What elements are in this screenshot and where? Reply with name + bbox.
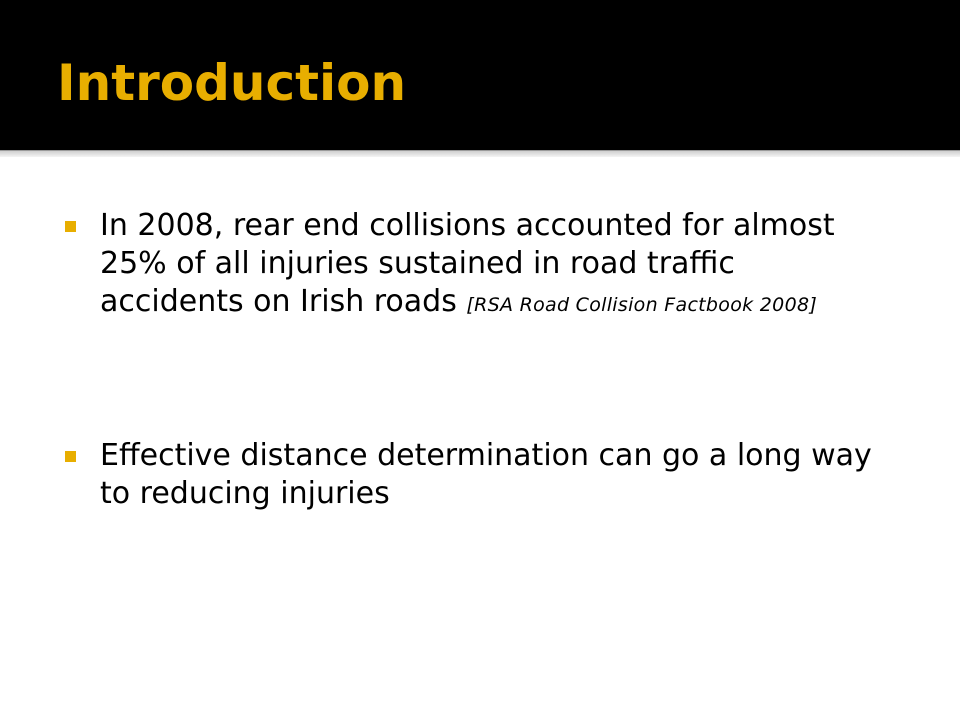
bullet-item: [62, 437, 882, 513]
square-bullet-icon: [65, 221, 76, 232]
title-divider: [0, 150, 960, 157]
bullet-list: [62, 207, 882, 513]
bullet-text: Effective distance determination can go a long way to reducing injuries: [100, 438, 872, 511]
title-bar: [0, 0, 960, 150]
square-bullet-icon: [65, 451, 76, 462]
bullet-item: [62, 207, 882, 324]
bullet-text: In 2008, rear end collisions accounted for almost 25% of all injuries sustained in road traffic accidents on Irish roads: [100, 208, 835, 319]
bullet-citation: [RSA Road Collision Factbook 2008]: [466, 294, 818, 316]
slide-title: Introduction: [57, 54, 407, 112]
